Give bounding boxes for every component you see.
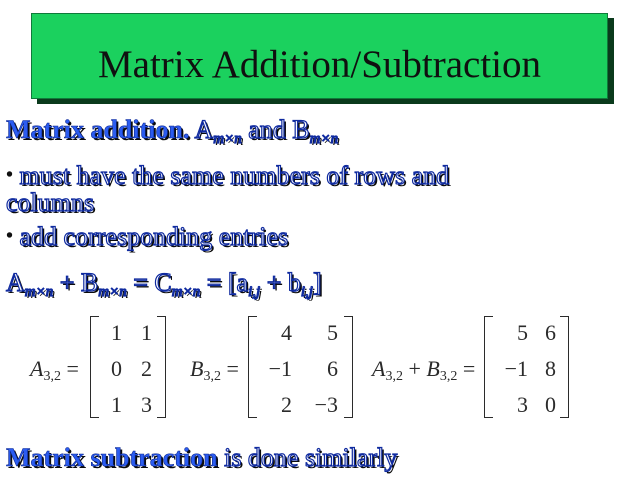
matrix-a-label: A3,2 = xyxy=(30,356,79,384)
matrix-cell: 0 xyxy=(545,392,556,417)
matrix-cell: 6 xyxy=(545,320,556,345)
matrix-cell: 6 xyxy=(327,356,338,381)
matrix-cell: 3 xyxy=(517,392,528,417)
matrix-cell: 8 xyxy=(545,356,556,381)
addition-formula: $A_{m\times n} + B_{m\times n} = C_{m\times n} = [a_{i,j} + b_{i,j}]$ xyxy=(6,268,322,300)
matrix-cell: −3 xyxy=(314,392,338,417)
matrix-cell: 1 xyxy=(141,320,152,345)
bullet-same-size-cont: columns xyxy=(6,188,95,217)
matrix-cell: 4 xyxy=(281,320,292,345)
matrix-subtraction-heading: Matrix subtraction xyxy=(6,443,218,472)
matrix-cell: 2 xyxy=(141,356,152,381)
right-bracket xyxy=(560,316,569,418)
bullet-add-entries: • add corresponding entries xyxy=(6,222,289,251)
matrix-cell: 1 xyxy=(111,392,122,417)
matrix-sum xyxy=(372,312,572,422)
right-bracket xyxy=(157,316,166,418)
matrix-cell: 0 xyxy=(111,356,122,381)
matrix-cell: 1 xyxy=(111,320,122,345)
matrix-subtraction-line: Matrix subtraction is done similarly xyxy=(6,443,398,472)
matrix-cell: −1 xyxy=(268,356,292,381)
matrix-b-label: B3,2 = xyxy=(190,356,239,384)
right-bracket xyxy=(344,316,353,418)
matrix-cell: 5 xyxy=(327,320,338,345)
matrix-addition-heading: Matrix addition. xyxy=(6,115,190,144)
bullet-marker: • xyxy=(6,225,14,247)
slide-title: Matrix Addition/Subtraction xyxy=(97,43,542,86)
matrix-sum-label: A3,2 + B3,2 = xyxy=(372,356,476,384)
matrix-a xyxy=(30,312,170,422)
matrix-cell: 3 xyxy=(141,392,152,417)
matrix-b xyxy=(190,312,360,422)
bullet-same-size: • must have the same numbers of rows and xyxy=(6,161,450,190)
matrix-cell: 5 xyxy=(517,320,528,345)
matrix-cell: 2 xyxy=(281,392,292,417)
matrix-addition-line: Matrix addition. $A_{m\times n}$ and $B_{m\times n}$ xyxy=(6,115,339,147)
bullet-marker: • xyxy=(6,164,14,186)
matrix-cell: −1 xyxy=(504,356,528,381)
title-box xyxy=(31,13,608,99)
